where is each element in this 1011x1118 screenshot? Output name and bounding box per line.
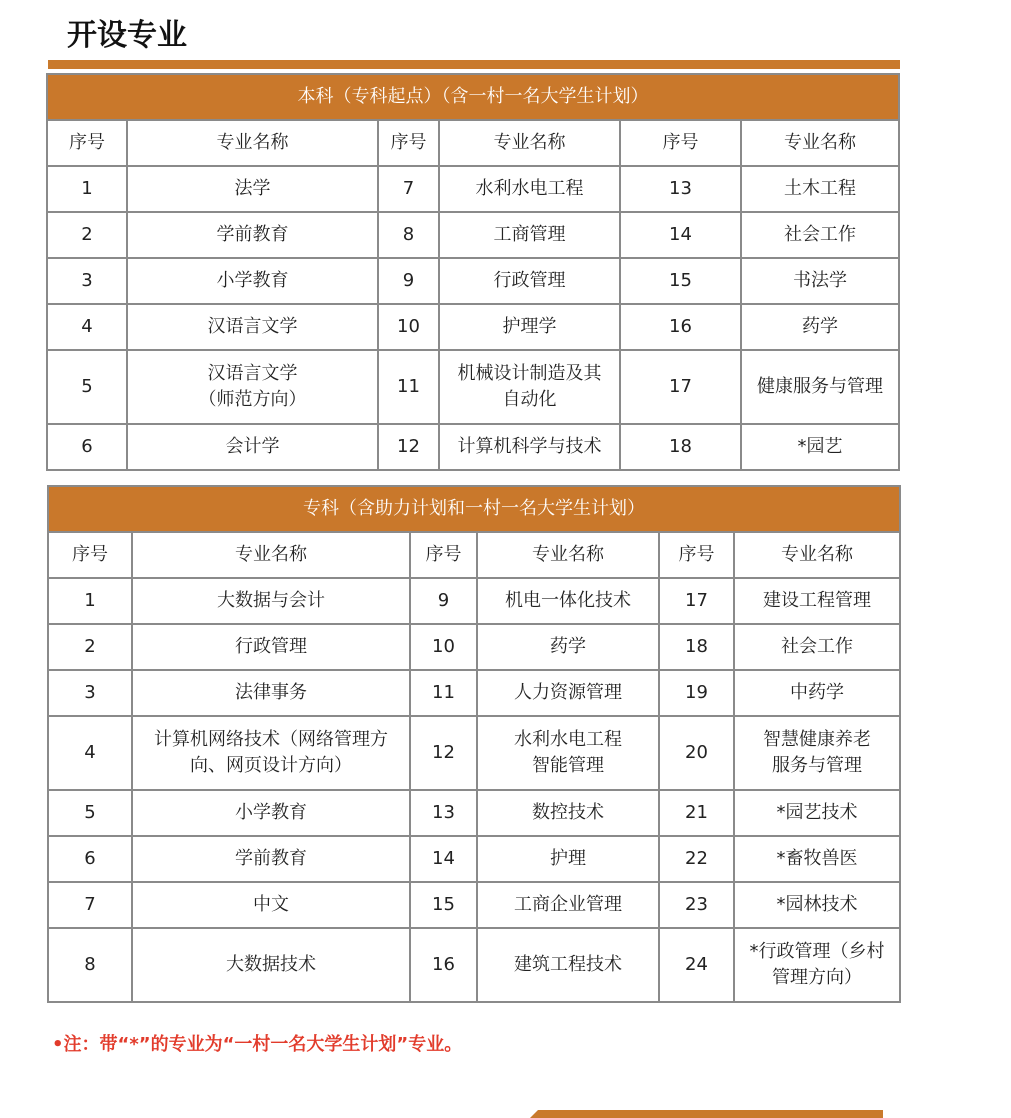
major-name-cell: 健康服务与管理: [741, 350, 899, 424]
column-header-major: 专业名称: [132, 532, 410, 578]
column-header-major: 专业名称: [477, 532, 659, 578]
major-name-cell: *园艺技术: [734, 790, 900, 836]
major-name-cell: 计算机网络技术（网络管理方 向、网页设计方向）: [132, 716, 410, 790]
serial-number-cell: 20: [659, 716, 734, 790]
major-name-cell: *行政管理（乡村 管理方向）: [734, 928, 900, 1002]
column-header-number: 序号: [410, 532, 477, 578]
serial-number-cell: 4: [48, 716, 132, 790]
table-row: [47, 212, 899, 258]
major-name-cell: 护理学: [439, 304, 620, 350]
major-name-cell: 学前教育: [127, 212, 378, 258]
serial-number-cell: 5: [48, 790, 132, 836]
serial-number-cell: 15: [620, 258, 741, 304]
serial-number-cell: 24: [659, 928, 734, 1002]
serial-number-cell: 23: [659, 882, 734, 928]
table-row: [48, 928, 900, 1002]
major-name-cell: 建筑工程技术: [477, 928, 659, 1002]
serial-number-cell: 1: [47, 166, 127, 212]
major-name-cell: 社会工作: [741, 212, 899, 258]
serial-number-cell: 16: [620, 304, 741, 350]
table-row: [47, 424, 899, 470]
serial-number-cell: 12: [378, 424, 439, 470]
serial-number-cell: 10: [410, 624, 477, 670]
undergraduate-majors-table: [46, 73, 900, 471]
serial-number-cell: 2: [47, 212, 127, 258]
major-name-cell: 会计学: [127, 424, 378, 470]
table-caption-row: [48, 486, 900, 532]
major-name-cell: 机械设计制造及其 自动化: [439, 350, 620, 424]
major-name-cell: 行政管理: [439, 258, 620, 304]
column-header-number: 序号: [659, 532, 734, 578]
serial-number-cell: 18: [659, 624, 734, 670]
major-name-cell: 水利水电工程: [439, 166, 620, 212]
serial-number-cell: 16: [410, 928, 477, 1002]
major-name-cell: 法律事务: [132, 670, 410, 716]
column-header-number: 序号: [620, 120, 741, 166]
serial-number-cell: 10: [378, 304, 439, 350]
table-header-row: [47, 120, 899, 166]
table-row: [48, 882, 900, 928]
column-header-major: 专业名称: [439, 120, 620, 166]
major-name-cell: 中文: [132, 882, 410, 928]
column-header-number: 序号: [48, 532, 132, 578]
column-header-number: 序号: [47, 120, 127, 166]
table-row: [47, 166, 899, 212]
major-name-cell: 机电一体化技术: [477, 578, 659, 624]
major-name-cell: 大数据技术: [132, 928, 410, 1002]
serial-number-cell: 22: [659, 836, 734, 882]
major-name-cell: 工商管理: [439, 212, 620, 258]
serial-number-cell: 1: [48, 578, 132, 624]
column-header-number: 序号: [378, 120, 439, 166]
major-name-cell: *园艺: [741, 424, 899, 470]
table-caption: 专科（含助力计划和一村一名大学生计划）: [48, 486, 900, 532]
major-name-cell: 社会工作: [734, 624, 900, 670]
page-title: 开设专业: [67, 18, 187, 53]
column-header-major: 专业名称: [741, 120, 899, 166]
major-name-cell: 汉语言文学: [127, 304, 378, 350]
table-row: [47, 304, 899, 350]
table-row: [47, 258, 899, 304]
table-caption-row: [47, 74, 899, 120]
major-name-cell: 小学教育: [127, 258, 378, 304]
serial-number-cell: 7: [378, 166, 439, 212]
serial-number-cell: 19: [659, 670, 734, 716]
serial-number-cell: 7: [48, 882, 132, 928]
major-name-cell: 工商企业管理: [477, 882, 659, 928]
major-name-cell: 法学: [127, 166, 378, 212]
serial-number-cell: 14: [620, 212, 741, 258]
major-name-cell: 行政管理: [132, 624, 410, 670]
serial-number-cell: 5: [47, 350, 127, 424]
junior-college-majors-table: [47, 485, 901, 1003]
major-name-cell: 药学: [477, 624, 659, 670]
column-header-major: 专业名称: [127, 120, 378, 166]
major-name-cell: 大数据与会计: [132, 578, 410, 624]
footnote: •注：带“*”的专业为“一村一名大学生计划”专业。: [52, 1034, 463, 1055]
table-row: [48, 578, 900, 624]
major-name-cell: 建设工程管理: [734, 578, 900, 624]
serial-number-cell: 4: [47, 304, 127, 350]
serial-number-cell: 3: [47, 258, 127, 304]
major-name-cell: 小学教育: [132, 790, 410, 836]
table-row: [48, 836, 900, 882]
table-row: [48, 624, 900, 670]
serial-number-cell: 11: [410, 670, 477, 716]
column-header-major: 专业名称: [734, 532, 900, 578]
major-name-cell: *园林技术: [734, 882, 900, 928]
serial-number-cell: 6: [47, 424, 127, 470]
serial-number-cell: 17: [620, 350, 741, 424]
serial-number-cell: 9: [410, 578, 477, 624]
major-name-cell: 智慧健康养老 服务与管理: [734, 716, 900, 790]
major-name-cell: 人力资源管理: [477, 670, 659, 716]
table-row: [48, 670, 900, 716]
serial-number-cell: 8: [378, 212, 439, 258]
title-rule: [48, 60, 900, 69]
serial-number-cell: 12: [410, 716, 477, 790]
serial-number-cell: 2: [48, 624, 132, 670]
major-name-cell: 中药学: [734, 670, 900, 716]
serial-number-cell: 15: [410, 882, 477, 928]
major-name-cell: 水利水电工程 智能管理: [477, 716, 659, 790]
major-name-cell: 数控技术: [477, 790, 659, 836]
serial-number-cell: 11: [378, 350, 439, 424]
major-name-cell: 护理: [477, 836, 659, 882]
major-name-cell: 学前教育: [132, 836, 410, 882]
serial-number-cell: 17: [659, 578, 734, 624]
serial-number-cell: 21: [659, 790, 734, 836]
table-row: [47, 350, 899, 424]
table-row: [48, 716, 900, 790]
serial-number-cell: 18: [620, 424, 741, 470]
table-header-row: [48, 532, 900, 578]
table-row: [48, 790, 900, 836]
serial-number-cell: 6: [48, 836, 132, 882]
major-name-cell: 汉语言文学 （师范方向）: [127, 350, 378, 424]
bottom-decorative-bar: [530, 1110, 883, 1118]
table-caption: 本科（专科起点）（含一村一名大学生计划）: [47, 74, 899, 120]
serial-number-cell: 14: [410, 836, 477, 882]
major-name-cell: 土木工程: [741, 166, 899, 212]
serial-number-cell: 13: [410, 790, 477, 836]
major-name-cell: 药学: [741, 304, 899, 350]
major-name-cell: *畜牧兽医: [734, 836, 900, 882]
serial-number-cell: 3: [48, 670, 132, 716]
serial-number-cell: 8: [48, 928, 132, 1002]
major-name-cell: 计算机科学与技术: [439, 424, 620, 470]
major-name-cell: 书法学: [741, 258, 899, 304]
serial-number-cell: 13: [620, 166, 741, 212]
serial-number-cell: 9: [378, 258, 439, 304]
